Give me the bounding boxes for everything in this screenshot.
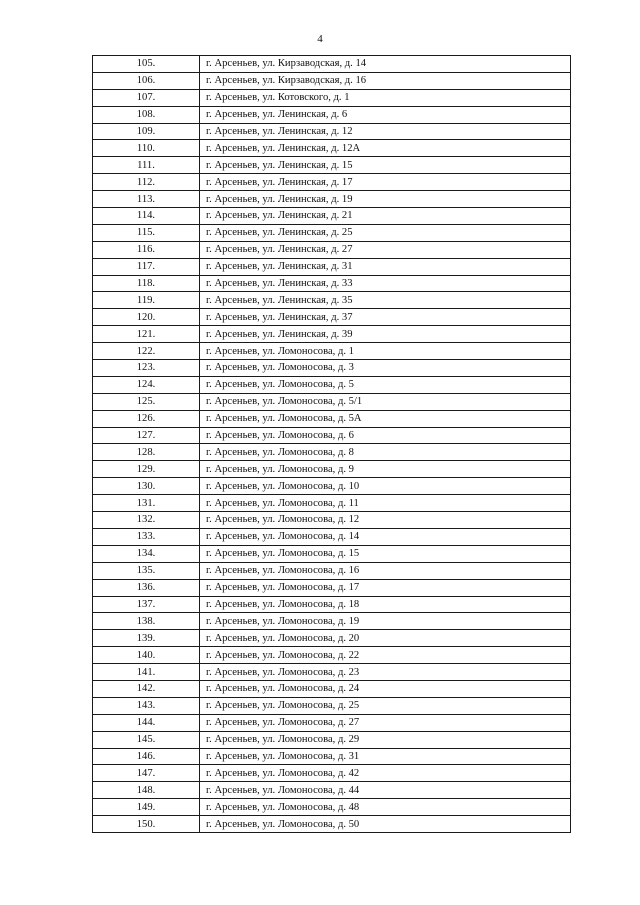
table-row [93,528,571,545]
row-number: 138. [93,613,200,630]
row-address: г. Арсеньев, ул. Ленинская, д. 35 [200,292,571,309]
row-number: 116. [93,241,200,258]
table-row [93,545,571,562]
row-address: г. Арсеньев, ул. Кирзаводская, д. 14 [200,56,571,73]
table-row [93,292,571,309]
table-row [93,647,571,664]
table-row [93,72,571,89]
row-number: 124. [93,376,200,393]
table-row [93,258,571,275]
row-address: г. Арсеньев, ул. Ленинская, д. 31 [200,258,571,275]
row-address: г. Арсеньев, ул. Ломоносова, д. 42 [200,765,571,782]
row-number: 105. [93,56,200,73]
table-row [93,191,571,208]
row-number: 147. [93,765,200,782]
row-address: г. Арсеньев, ул. Ломоносова, д. 18 [200,596,571,613]
row-number: 107. [93,89,200,106]
address-table [92,55,571,833]
table-row [93,123,571,140]
row-number: 130. [93,478,200,495]
table-row [93,714,571,731]
table-row [93,478,571,495]
table-row [93,140,571,157]
row-address: г. Арсеньев, ул. Ленинская, д. 17 [200,174,571,191]
row-number: 129. [93,461,200,478]
row-number: 137. [93,596,200,613]
row-number: 149. [93,799,200,816]
row-address: г. Арсеньев, ул. Ломоносова, д. 5/1 [200,393,571,410]
row-address: г. Арсеньев, ул. Ломоносова, д. 6 [200,427,571,444]
row-number: 136. [93,579,200,596]
row-number: 113. [93,191,200,208]
table-row [93,309,571,326]
row-address: г. Арсеньев, ул. Ломоносова, д. 16 [200,562,571,579]
table-row [93,579,571,596]
row-number: 148. [93,782,200,799]
table-row [93,613,571,630]
table-row [93,360,571,377]
row-address: г. Арсеньев, ул. Ленинская, д. 27 [200,241,571,258]
row-number: 140. [93,647,200,664]
table-row [93,596,571,613]
row-number: 132. [93,512,200,529]
table-row [93,444,571,461]
row-address: г. Арсеньев, ул. Ленинская, д. 12 [200,123,571,140]
table-row [93,343,571,360]
row-number: 122. [93,343,200,360]
row-address: г. Арсеньев, ул. Ленинская, д. 37 [200,309,571,326]
row-number: 128. [93,444,200,461]
row-address: г. Арсеньев, ул. Ломоносова, д. 44 [200,782,571,799]
row-number: 112. [93,174,200,191]
row-number: 139. [93,630,200,647]
row-address: г. Арсеньев, ул. Ломоносова, д. 12 [200,512,571,529]
row-address: г. Арсеньев, ул. Котовского, д. 1 [200,89,571,106]
table-row [93,765,571,782]
row-number: 135. [93,562,200,579]
row-address: г. Арсеньев, ул. Ломоносова, д. 24 [200,680,571,697]
row-address: г. Арсеньев, ул. Ломоносова, д. 17 [200,579,571,596]
row-number: 118. [93,275,200,292]
table-row [93,174,571,191]
table-row [93,697,571,714]
table-row [93,427,571,444]
row-number: 109. [93,123,200,140]
table-row [93,731,571,748]
row-number: 126. [93,410,200,427]
row-address: г. Арсеньев, ул. Ломоносова, д. 5А [200,410,571,427]
row-address: г. Арсеньев, ул. Ленинская, д. 33 [200,275,571,292]
row-number: 108. [93,106,200,123]
table-row [93,664,571,681]
row-address: г. Арсеньев, ул. Ленинская, д. 39 [200,326,571,343]
row-number: 111. [93,157,200,174]
row-address: г. Арсеньев, ул. Ленинская, д. 6 [200,106,571,123]
row-address: г. Арсеньев, ул. Ленинская, д. 25 [200,224,571,241]
row-address: г. Арсеньев, ул. Ломоносова, д. 31 [200,748,571,765]
row-number: 117. [93,258,200,275]
table-row [93,89,571,106]
table-row [93,799,571,816]
table-row [93,782,571,799]
row-number: 123. [93,360,200,377]
row-address: г. Арсеньев, ул. Ленинская, д. 19 [200,191,571,208]
row-address: г. Арсеньев, ул. Ломоносова, д. 8 [200,444,571,461]
table-row [93,56,571,73]
row-address: г. Арсеньев, ул. Ломоносова, д. 5 [200,376,571,393]
table-row [93,157,571,174]
table-row [93,376,571,393]
row-number: 143. [93,697,200,714]
table-row [93,208,571,225]
table-row [93,241,571,258]
row-address: г. Арсеньев, ул. Ломоносова, д. 48 [200,799,571,816]
row-address: г. Арсеньев, ул. Ломоносова, д. 3 [200,360,571,377]
row-number: 114. [93,208,200,225]
table-row [93,562,571,579]
table-row [93,393,571,410]
page-number: 4 [317,33,323,45]
row-address: г. Арсеньев, ул. Ленинская, д. 15 [200,157,571,174]
row-number: 150. [93,816,200,833]
row-number: 141. [93,664,200,681]
row-number: 110. [93,140,200,157]
table-row [93,461,571,478]
row-address: г. Арсеньев, ул. Ломоносова, д. 29 [200,731,571,748]
row-number: 144. [93,714,200,731]
row-address: г. Арсеньев, ул. Ломоносова, д. 22 [200,647,571,664]
row-address: г. Арсеньев, ул. Ломоносова, д. 20 [200,630,571,647]
table-row [93,275,571,292]
row-address: г. Арсеньев, ул. Ломоносова, д. 10 [200,478,571,495]
row-number: 131. [93,495,200,512]
table-row [93,326,571,343]
row-number: 119. [93,292,200,309]
address-table-body [93,56,571,833]
row-number: 133. [93,528,200,545]
table-row [93,224,571,241]
row-address: г. Арсеньев, ул. Кирзаводская, д. 16 [200,72,571,89]
row-number: 134. [93,545,200,562]
table-row [93,630,571,647]
row-address: г. Арсеньев, ул. Ломоносова, д. 11 [200,495,571,512]
row-number: 121. [93,326,200,343]
row-number: 125. [93,393,200,410]
table-row [93,495,571,512]
row-number: 120. [93,309,200,326]
row-number: 115. [93,224,200,241]
row-address: г. Арсеньев, ул. Ломоносова, д. 23 [200,664,571,681]
row-address: г. Арсеньев, ул. Ломоносова, д. 50 [200,816,571,833]
table-row [93,680,571,697]
row-address: г. Арсеньев, ул. Ломоносова, д. 1 [200,343,571,360]
row-number: 145. [93,731,200,748]
table-row [93,106,571,123]
row-address: г. Арсеньев, ул. Ломоносова, д. 14 [200,528,571,545]
row-address: г. Арсеньев, ул. Ленинская, д. 21 [200,208,571,225]
row-address: г. Арсеньев, ул. Ленинская, д. 12А [200,140,571,157]
table-row [93,748,571,765]
row-number: 127. [93,427,200,444]
row-address: г. Арсеньев, ул. Ломоносова, д. 9 [200,461,571,478]
table-row [93,410,571,427]
table-row [93,512,571,529]
table-row [93,816,571,833]
row-number: 146. [93,748,200,765]
row-address: г. Арсеньев, ул. Ломоносова, д. 15 [200,545,571,562]
row-number: 142. [93,680,200,697]
row-address: г. Арсеньев, ул. Ломоносова, д. 25 [200,697,571,714]
row-address: г. Арсеньев, ул. Ломоносова, д. 27 [200,714,571,731]
row-number: 106. [93,72,200,89]
row-address: г. Арсеньев, ул. Ломоносова, д. 19 [200,613,571,630]
